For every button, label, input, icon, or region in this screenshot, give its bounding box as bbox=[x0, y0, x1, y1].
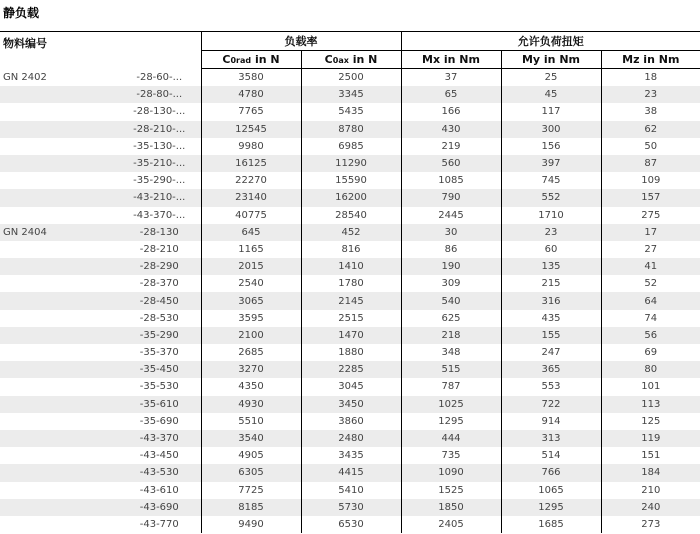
cell-mz: 27 bbox=[601, 241, 700, 258]
cell-my: 1065 bbox=[501, 482, 601, 499]
cell-mx: 790 bbox=[401, 189, 501, 206]
cell-mx: 1085 bbox=[401, 172, 501, 189]
cell-code: -35-530 bbox=[139, 381, 179, 393]
cell-mz: 64 bbox=[601, 292, 700, 309]
cell-part-no: GN 2404 bbox=[0, 224, 118, 241]
cell-c0ax: 816 bbox=[301, 241, 401, 258]
cell-my: 156 bbox=[501, 138, 601, 155]
header-c0rad-zero: 0 bbox=[230, 56, 237, 65]
cell-c0ax: 3345 bbox=[301, 86, 401, 103]
cell-code: -43-690 bbox=[118, 499, 201, 516]
cell-my: 766 bbox=[501, 464, 601, 481]
cell-mx: 1090 bbox=[401, 464, 501, 481]
cell-part-no: GN 2402 bbox=[3, 71, 47, 83]
cell-mx: 309 bbox=[401, 275, 501, 292]
cell-my: 316 bbox=[501, 292, 601, 309]
table-row bbox=[0, 258, 700, 275]
table-row bbox=[0, 275, 700, 292]
cell-my: 135 bbox=[501, 258, 601, 275]
cell-mz: 50 bbox=[601, 138, 700, 155]
header-static-load: 负载率 bbox=[201, 32, 401, 51]
table-row bbox=[0, 430, 700, 447]
cell-part-no bbox=[0, 516, 118, 533]
cell-c0ax: 5435 bbox=[301, 103, 401, 120]
cell-part-no bbox=[0, 310, 118, 327]
cell-code: -43-370-... bbox=[133, 209, 186, 221]
cell-c0ax: 2145 bbox=[301, 292, 401, 309]
cell-mx: 166 bbox=[401, 103, 501, 120]
cell-part-no bbox=[0, 361, 118, 378]
cell-my: 247 bbox=[501, 344, 601, 361]
cell-mx: 348 bbox=[401, 344, 501, 361]
cell-my: 514 bbox=[501, 447, 601, 464]
cell-my: 1295 bbox=[501, 499, 601, 516]
header-c0ax-zero: 0 bbox=[332, 56, 339, 65]
cell-code: -28-210-... bbox=[118, 121, 201, 138]
cell-c0rad: 23140 bbox=[201, 189, 301, 206]
cell-c0ax: 452 bbox=[301, 224, 401, 241]
cell-mx: 430 bbox=[401, 121, 501, 138]
cell-part-no bbox=[0, 155, 118, 172]
cell-code: -43-770 bbox=[139, 518, 179, 530]
cell-my: 365 bbox=[501, 361, 601, 378]
cell-code: -35-290-... bbox=[133, 175, 186, 187]
cell-c0ax: 6985 bbox=[301, 138, 401, 155]
cell-my: 313 bbox=[501, 430, 601, 447]
cell-mx: 735 bbox=[401, 447, 501, 464]
cell-c0ax: 8780 bbox=[301, 121, 401, 138]
cell-my: 1685 bbox=[501, 516, 601, 533]
cell-my: 1710 bbox=[501, 207, 601, 224]
cell-my: 300 bbox=[501, 121, 601, 138]
cell-code: -35-210-... bbox=[118, 155, 201, 172]
table-row bbox=[0, 241, 700, 258]
cell-part-no bbox=[0, 138, 118, 155]
header-c0rad-unit: in N bbox=[251, 53, 280, 66]
cell-mx: 30 bbox=[401, 224, 501, 241]
cell-mz: 52 bbox=[601, 275, 700, 292]
cell-code: -43-610 bbox=[139, 484, 179, 496]
header-c0ax-sub: ax bbox=[338, 56, 349, 65]
cell-part-no bbox=[0, 396, 118, 413]
cell-c0ax: 16200 bbox=[301, 189, 401, 206]
cell-c0rad: 3595 bbox=[201, 310, 301, 327]
cell-my: 45 bbox=[501, 86, 601, 103]
cell-c0ax: 3450 bbox=[301, 396, 401, 413]
cell-mx: 540 bbox=[401, 292, 501, 309]
table-body bbox=[0, 69, 700, 534]
cell-mz: 18 bbox=[601, 69, 700, 87]
cell-mx: 37 bbox=[401, 69, 501, 87]
cell-c0ax: 1780 bbox=[301, 275, 401, 292]
cell-c0rad: 4350 bbox=[201, 378, 301, 395]
cell-my: 60 bbox=[501, 241, 601, 258]
cell-part-no bbox=[0, 344, 118, 361]
cell-c0rad: 2540 bbox=[201, 275, 301, 292]
cell-c0ax: 2285 bbox=[301, 361, 401, 378]
cell-c0rad: 1165 bbox=[201, 241, 301, 258]
cell-mx: 787 bbox=[401, 378, 501, 395]
header-c0ax-main: C bbox=[324, 53, 333, 66]
table-row bbox=[0, 499, 700, 516]
cell-c0rad: 645 bbox=[201, 224, 301, 241]
table-row bbox=[0, 69, 700, 87]
cell-mz: 74 bbox=[601, 310, 700, 327]
table-row bbox=[0, 189, 700, 206]
cell-c0ax: 4415 bbox=[301, 464, 401, 481]
cell-part-no bbox=[0, 499, 118, 516]
table-row bbox=[0, 172, 700, 189]
cell-mz: 87 bbox=[601, 155, 700, 172]
cell-part-no bbox=[0, 413, 118, 430]
cell-c0ax: 15590 bbox=[301, 172, 401, 189]
cell-code: -35-450 bbox=[118, 361, 201, 378]
cell-c0rad: 4905 bbox=[201, 447, 301, 464]
cell-mx: 190 bbox=[401, 258, 501, 275]
cell-mz: 56 bbox=[601, 327, 700, 344]
cell-code: -43-530 bbox=[118, 464, 201, 481]
header-c0rad bbox=[201, 51, 301, 69]
cell-part-no bbox=[0, 447, 118, 464]
cell-code: -35-370 bbox=[139, 347, 179, 359]
cell-c0ax: 5730 bbox=[301, 499, 401, 516]
cell-c0rad: 4930 bbox=[201, 396, 301, 413]
cell-c0ax: 2515 bbox=[301, 310, 401, 327]
cell-mx: 1025 bbox=[401, 396, 501, 413]
cell-mz: 80 bbox=[601, 361, 700, 378]
table-row bbox=[0, 138, 700, 155]
cell-c0rad: 22270 bbox=[201, 172, 301, 189]
cell-code: -28-290 bbox=[118, 258, 201, 275]
cell-c0rad: 7765 bbox=[201, 103, 301, 120]
cell-c0rad: 16125 bbox=[201, 155, 301, 172]
header-mx: Mx in Nm bbox=[401, 51, 501, 69]
cell-c0rad: 5510 bbox=[201, 413, 301, 430]
table-row bbox=[0, 310, 700, 327]
cell-code: -28-530 bbox=[139, 312, 179, 324]
cell-mx: 1525 bbox=[401, 482, 501, 499]
cell-code: -28-80-... bbox=[118, 86, 201, 103]
cell-mz: 69 bbox=[601, 344, 700, 361]
header-c0rad-main: C bbox=[222, 53, 231, 66]
cell-code: -35-610 bbox=[118, 396, 201, 413]
cell-mz: 38 bbox=[601, 103, 700, 120]
cell-code: -28-450 bbox=[118, 292, 201, 309]
cell-my: 435 bbox=[501, 310, 601, 327]
cell-c0rad: 3580 bbox=[201, 69, 301, 87]
cell-part-no bbox=[0, 103, 118, 120]
cell-c0ax: 6530 bbox=[301, 516, 401, 533]
cell-mx: 560 bbox=[401, 155, 501, 172]
cell-mz: 62 bbox=[601, 121, 700, 138]
cell-mz: 240 bbox=[601, 499, 700, 516]
cell-mz: 275 bbox=[601, 207, 700, 224]
table-row bbox=[0, 378, 700, 395]
cell-c0rad: 3065 bbox=[201, 292, 301, 309]
table-row bbox=[0, 155, 700, 172]
cell-mz: 113 bbox=[601, 396, 700, 413]
table-row bbox=[0, 344, 700, 361]
cell-my: 215 bbox=[501, 275, 601, 292]
header-torque: 允许负荷扭矩 bbox=[401, 32, 700, 51]
cell-mx: 515 bbox=[401, 361, 501, 378]
cell-mx: 86 bbox=[401, 241, 501, 258]
cell-c0rad: 6305 bbox=[201, 464, 301, 481]
cell-c0rad: 9980 bbox=[201, 138, 301, 155]
cell-mx: 218 bbox=[401, 327, 501, 344]
header-part-no: 物料编号 bbox=[0, 32, 201, 69]
cell-my: 117 bbox=[501, 103, 601, 120]
cell-c0rad: 2100 bbox=[201, 327, 301, 344]
cell-c0ax: 2480 bbox=[301, 430, 401, 447]
cell-part-no bbox=[0, 241, 118, 258]
cell-part-no bbox=[0, 292, 118, 309]
cell-mz: 125 bbox=[601, 413, 700, 430]
cell-part-no bbox=[0, 189, 118, 206]
cell-part-no bbox=[0, 207, 118, 224]
cell-mx: 2445 bbox=[401, 207, 501, 224]
table-row bbox=[0, 361, 700, 378]
cell-c0rad: 9490 bbox=[201, 516, 301, 533]
cell-mx: 625 bbox=[401, 310, 501, 327]
cell-c0ax: 2500 bbox=[301, 69, 401, 87]
cell-mz: 151 bbox=[601, 447, 700, 464]
cell-mz: 17 bbox=[601, 224, 700, 241]
table-row bbox=[0, 86, 700, 103]
cell-code: -28-130 bbox=[118, 224, 201, 241]
cell-c0ax: 3860 bbox=[301, 413, 401, 430]
cell-code: -28-370 bbox=[139, 278, 179, 290]
cell-mx: 219 bbox=[401, 138, 501, 155]
cell-c0rad: 2015 bbox=[201, 258, 301, 275]
cell-code: -43-210-... bbox=[118, 189, 201, 206]
cell-part-no bbox=[0, 430, 118, 447]
cell-c0ax: 11290 bbox=[301, 155, 401, 172]
cell-mx: 1850 bbox=[401, 499, 501, 516]
table-row bbox=[0, 447, 700, 464]
cell-code: -43-450 bbox=[139, 450, 179, 462]
header-my: My in Nm bbox=[501, 51, 601, 69]
cell-part-no bbox=[0, 464, 118, 481]
cell-part-no bbox=[0, 86, 118, 103]
page-title: 静负载 bbox=[3, 6, 40, 20]
cell-mz: 41 bbox=[601, 258, 700, 275]
table-row bbox=[0, 413, 700, 430]
cell-mz: 210 bbox=[601, 482, 700, 499]
cell-mx: 2405 bbox=[401, 516, 501, 533]
cell-part-no bbox=[0, 121, 118, 138]
table-header bbox=[0, 32, 700, 69]
cell-my: 745 bbox=[501, 172, 601, 189]
cell-code: -35-290 bbox=[118, 327, 201, 344]
cell-my: 553 bbox=[501, 378, 601, 395]
cell-c0rad: 2685 bbox=[201, 344, 301, 361]
cell-code: -35-690 bbox=[139, 415, 179, 427]
cell-part-no bbox=[0, 327, 118, 344]
table-row bbox=[0, 292, 700, 309]
header-c0rad-sub: rad bbox=[236, 56, 252, 65]
cell-my: 25 bbox=[501, 69, 601, 87]
cell-mz: 101 bbox=[601, 378, 700, 395]
cell-part-no bbox=[0, 172, 118, 189]
table-row bbox=[0, 396, 700, 413]
cell-c0ax: 28540 bbox=[301, 207, 401, 224]
cell-c0ax: 5410 bbox=[301, 482, 401, 499]
cell-code: -28-130-... bbox=[133, 106, 186, 118]
header-c0ax-unit: in N bbox=[348, 53, 378, 66]
cell-c0rad: 4780 bbox=[201, 86, 301, 103]
table-row bbox=[0, 516, 700, 533]
header-mz: Mz in Nm bbox=[601, 51, 700, 69]
cell-c0rad: 40775 bbox=[201, 207, 301, 224]
header-c0ax bbox=[301, 51, 401, 69]
cell-part-no bbox=[0, 275, 118, 292]
cell-my: 23 bbox=[501, 224, 601, 241]
table-row bbox=[0, 224, 700, 241]
cell-c0rad: 8185 bbox=[201, 499, 301, 516]
cell-my: 722 bbox=[501, 396, 601, 413]
table-row bbox=[0, 327, 700, 344]
cell-mz: 109 bbox=[601, 172, 700, 189]
cell-code: -28-60-... bbox=[136, 71, 183, 83]
cell-c0rad: 12545 bbox=[201, 121, 301, 138]
cell-c0ax: 3045 bbox=[301, 378, 401, 395]
cell-mx: 65 bbox=[401, 86, 501, 103]
cell-mz: 273 bbox=[601, 516, 700, 533]
cell-mx: 444 bbox=[401, 430, 501, 447]
cell-my: 552 bbox=[501, 189, 601, 206]
table-row bbox=[0, 207, 700, 224]
cell-mz: 184 bbox=[601, 464, 700, 481]
cell-code: -35-130-... bbox=[133, 140, 186, 152]
cell-code: -28-210 bbox=[139, 243, 179, 255]
cell-c0rad: 3540 bbox=[201, 430, 301, 447]
table-row bbox=[0, 103, 700, 120]
cell-mz: 23 bbox=[601, 86, 700, 103]
table-row bbox=[0, 464, 700, 481]
cell-my: 155 bbox=[501, 327, 601, 344]
cell-c0rad: 3270 bbox=[201, 361, 301, 378]
cell-part-no bbox=[0, 258, 118, 275]
cell-part-no bbox=[0, 378, 118, 395]
cell-my: 397 bbox=[501, 155, 601, 172]
cell-code: -43-370 bbox=[118, 430, 201, 447]
cell-c0ax: 3435 bbox=[301, 447, 401, 464]
cell-part-no bbox=[0, 482, 118, 499]
cell-c0ax: 1880 bbox=[301, 344, 401, 361]
cell-mz: 157 bbox=[601, 189, 700, 206]
cell-c0ax: 1410 bbox=[301, 258, 401, 275]
table-row bbox=[0, 482, 700, 499]
table-row bbox=[0, 121, 700, 138]
cell-mz: 119 bbox=[601, 430, 700, 447]
static-load-table bbox=[0, 31, 700, 533]
cell-c0rad: 7725 bbox=[201, 482, 301, 499]
cell-mx: 1295 bbox=[401, 413, 501, 430]
cell-c0ax: 1470 bbox=[301, 327, 401, 344]
cell-my: 914 bbox=[501, 413, 601, 430]
